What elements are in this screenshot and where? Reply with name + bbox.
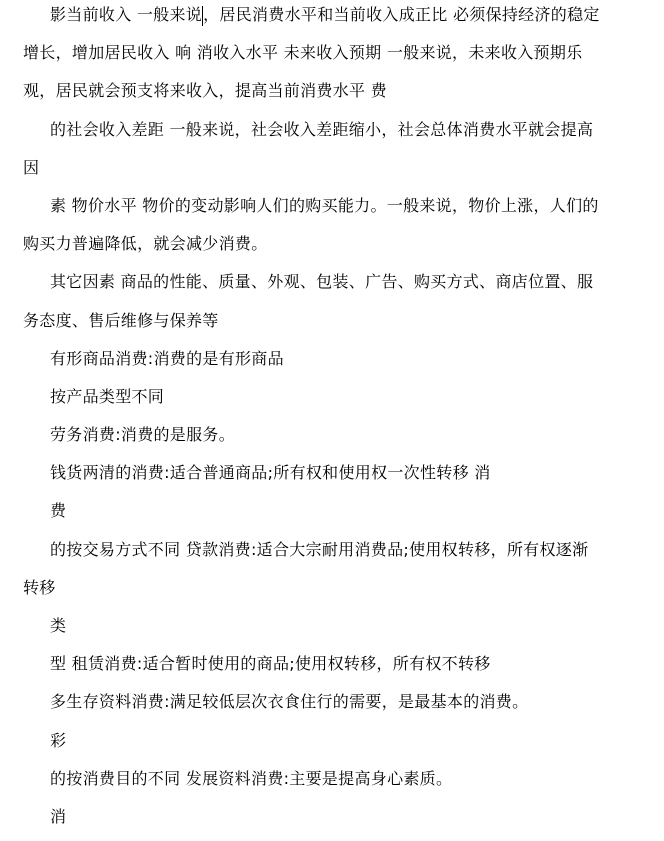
paragraph-line: 的按消费目的不同 发展资料消费:主要是提高身心素质。 [50,768,453,788]
paragraph-line: 转移 [23,577,56,597]
paragraph-line: 有形商品消费:消费的是有形商品 [50,348,284,368]
paragraph-line: 按产品类型不同 [50,386,165,406]
paragraph-line: 增长，增加居民收入 响 消收入水平 未来收入预期 一般来说，未来收入预期乐 [23,43,583,63]
paragraph-line: 多生存资料消费:满足较低层次衣食住行的需要，是最基本的消费。 [50,692,529,712]
paragraph-line: 的社会收入差距 一般来说，社会收入差距缩小，社会总体消费水平就会提高 [50,119,594,139]
paragraph-line: 购买力普遍降低，就会减少消费。 [23,234,268,254]
paragraph-line: 务态度、售后维修与保养等 [23,310,219,330]
paragraph-line [0,0,664,34]
paragraph-line: 观，居民就会预支将来收入，提高当前消费水平 费 [23,81,387,101]
line-text: ，居民消费水平和当前收入成正比 必须保持经济的稳定 [203,5,600,24]
paragraph-line: 劳务消费:消费的是服务。 [50,425,235,445]
paragraph-line: 的按交易方式不同 贷款消费:适合大宗耐用消费品;使用权转移，所有权逐渐 [50,539,589,559]
paragraph-line: 费 [50,501,67,521]
paragraph-line: 彩 [50,730,67,750]
paragraph-line: 消 [50,806,67,826]
line-text: 影当前收入 一般来说 [50,5,203,24]
paragraph-line: 型 租赁消费:适合暂时使用的商品;使用权转移，所有权不转移 [50,654,491,674]
paragraph-line: 其它因素 商品的性能、质量、外观、包装、广告、购买方式、商店位置、服 [50,272,594,292]
paragraph-line: 因 [23,157,40,177]
paragraph-line: 钱货两清的消费:适合普通商品;所有权和使用权一次性转移 消 [50,463,491,483]
paragraph-line: 类 [50,616,67,635]
paragraph-line: 素 物价水平 物价的变动影响人们的购买能力。一般来说，物价上涨，人们的 [50,195,599,215]
